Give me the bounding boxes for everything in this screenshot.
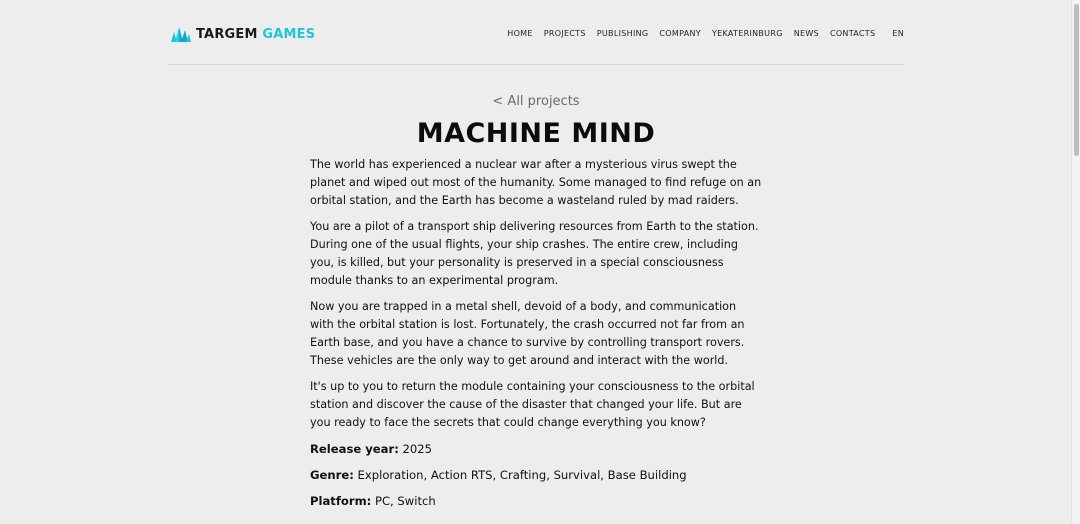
site-header xyxy=(168,0,904,65)
genre-label: Genre: xyxy=(310,468,354,482)
nav-news[interactable]: NEWS xyxy=(793,29,819,38)
paragraph: The world has experienced a nuclear war after a mysterious virus swept the planet and wiped out most of the humanity. Some managed to find refuge on an orbital station, and the Earth has become a wasteland ruled by mad raiders. xyxy=(310,158,762,207)
nav-home[interactable]: HOME xyxy=(507,29,533,38)
logo-link[interactable] xyxy=(170,25,315,43)
logo-text-games: GAMES xyxy=(262,26,316,42)
nav-projects[interactable]: PROJECTS xyxy=(543,29,586,38)
genre xyxy=(310,466,762,484)
language-switch[interactable]: EN xyxy=(892,29,904,38)
project-description xyxy=(310,156,762,518)
logo-text-targem: TARGEM xyxy=(196,26,258,42)
release-year xyxy=(310,440,762,458)
nav-publishing[interactable]: PUBLISHING xyxy=(596,29,649,38)
page-title: MACHINE MIND xyxy=(416,118,656,149)
nav-contacts[interactable]: CONTACTS xyxy=(829,29,876,38)
platform-label: Platform: xyxy=(310,494,372,508)
vertical-scrollbar[interactable] xyxy=(1071,0,1080,524)
release-year-value: 2025 xyxy=(402,442,433,456)
scrollbar-thumb[interactable] xyxy=(1074,4,1079,156)
main-nav xyxy=(496,29,904,38)
back-link-wrapper xyxy=(0,94,1072,109)
crystal-logo-icon xyxy=(170,25,192,43)
release-year-label: Release year: xyxy=(310,442,399,456)
platform xyxy=(310,492,762,510)
paragraph: Now you are trapped in a metal shell, devoid of a body, and communication with the orbital station is lost. Fortunately, the crash occurred not far from an Earth base, and you have a chance to survive by controlling transport rovers. These vehicles are the only way to get around and interact with the world. xyxy=(310,300,745,367)
platform-value: PC, Switch xyxy=(374,494,436,508)
paragraph: It's up to you to return the module containing your consciousness to the orbital station and discover the cause of the disaster that changed your life. But are you ready to face the secrets that could change everything you know? xyxy=(310,380,755,429)
all-projects-link[interactable]: < All projects xyxy=(492,94,580,109)
nav-company[interactable]: COMPANY xyxy=(659,29,701,38)
logo-text xyxy=(196,27,315,42)
nav-yekaterinburg[interactable]: YEKATERINBURG xyxy=(711,29,783,38)
paragraph: You are a pilot of a transport ship delivering resources from Earth to the station. During one of the usual flights, your ship crashes. The entire crew, including you, is killed, but your personality is preserved in a special consciousness module thanks to an experimental program. xyxy=(310,220,759,287)
genre-value: Exploration, Action RTS, Crafting, Survival, Base Building xyxy=(357,468,687,482)
